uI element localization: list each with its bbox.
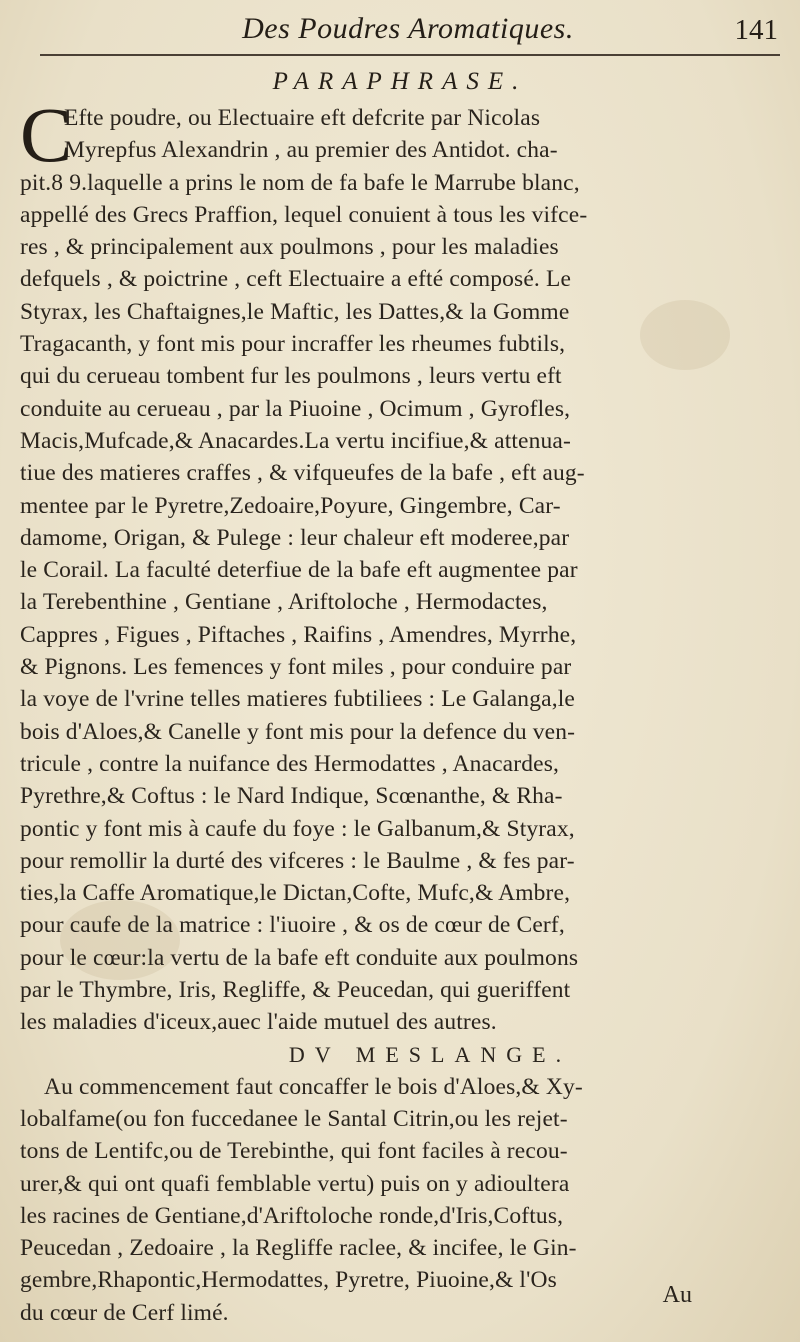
text-line: Cappres , Figues , Piftaches , Raifins , Amendres, Myrrhe, bbox=[20, 621, 577, 648]
text-line: pour le cœur:la vertu de la bafe eft conduite aux poulmons bbox=[20, 944, 579, 971]
text-line: res , & principalement aux poulmons , pour les maladies bbox=[20, 234, 559, 261]
text-line: pour caufe de la matrice : l'iuoire , & os de cœur de Cerf, bbox=[20, 912, 565, 939]
text-line: mentee par le Pyretre,Zedoaire,Poyure, Gingembre, Car- bbox=[20, 492, 561, 519]
text-line: lobalfame(ou fon fuccedanee le Santal Citrin,ou les rejet- bbox=[20, 1105, 568, 1132]
text-line: pour remollir la durté des vifceres : le Baulme , & fes par- bbox=[20, 847, 575, 874]
subheading-du-meslange: DV MESLANGE. bbox=[288, 1041, 572, 1067]
text-line: Pyrethre,& Coftus : le Nard Indique, Scœnanthe, & Rha- bbox=[20, 783, 563, 810]
text-line: ties,la Caffe Aromatique,le Dictan,Cofte, Mufc,& Ambre, bbox=[20, 880, 571, 907]
text-line: par le Thymbre, Iris, Regliffe, & Peucedan, qui gueriffent bbox=[20, 977, 571, 1004]
text-body bbox=[20, 91, 780, 1329]
text-line: Myrepfus Alexandrin , au premier des Antidot. cha- bbox=[64, 137, 558, 164]
text-line: Au commencement faut concaffer le bois d'Aloes,& Xy- bbox=[44, 1073, 583, 1100]
page-number: 141 bbox=[734, 14, 778, 46]
text-line: du cœur de Cerf limé. bbox=[20, 1299, 229, 1326]
text-line: qui du cerueau tombent fur les poulmons , leurs vertu eft bbox=[20, 363, 562, 390]
text-line: defquels , & poictrine , ceft Electuaire a efté composé. Le bbox=[20, 266, 572, 293]
text-line: pit.8 9.laquelle a prins le nom de fa bafe le Marrube blanc, bbox=[20, 169, 580, 196]
text-line: urer,& qui ont quafi femblable vertu) puis on y adioultera bbox=[20, 1170, 570, 1197]
text-line: tons de Lentifc,ou de Terebinthe, qui font faciles à recou- bbox=[20, 1138, 568, 1165]
text-line: tiue des matieres craffes , & vifqueufes de la bafe , eft aug- bbox=[20, 460, 585, 487]
running-head: Des Poudres Aromatiques. bbox=[242, 12, 574, 45]
text-line: gembre,Rhapontic,Hermodattes, Pyretre, Piuoine,& l'Os bbox=[20, 1267, 557, 1294]
text-line: les racines de Gentiane,d'Ariftoloche ronde,d'Iris,Coftus, bbox=[20, 1202, 564, 1229]
header-rule bbox=[40, 54, 780, 56]
page-header bbox=[38, 10, 778, 52]
text-line: Efte poudre, ou Electuaire eft defcrite par Nicolas bbox=[64, 105, 541, 131]
paragraph-paraphrase bbox=[20, 102, 780, 1039]
text-line: Macis,Mufcade,& Anacardes.La vertu incifiue,& attenua- bbox=[20, 427, 571, 454]
text-line: la Terebenthine , Gentiane , Ariftoloche , Hermodactes, bbox=[20, 589, 548, 616]
text-line: appellé des Grecs Praffion, lequel conuient à tous les vifce- bbox=[20, 201, 588, 228]
text-line: la voye de l'vrine telles matieres fubtiliees : Le Galanga,le bbox=[20, 686, 575, 713]
text-line: tricule , contre la nuifance des Hermodattes , Anacardes, bbox=[20, 750, 560, 777]
text-line: & Pignons. Les femences y font miles , pour conduire par bbox=[20, 654, 572, 681]
text-line: Styrax, les Chaftaignes,le Maftic, les Dattes,& la Gomme bbox=[20, 298, 570, 325]
text-line: le Corail. La faculté deterfiue de la bafe eft augmentee par bbox=[20, 557, 578, 584]
drop-cap: C bbox=[20, 91, 73, 178]
catchword: Au bbox=[662, 1282, 692, 1308]
text-line: damome, Origan, & Pulege : leur chaleur eft moderee,par bbox=[20, 524, 570, 551]
text-line: Peucedan , Zedoaire , la Regliffe raclee, & incifee, le Gin- bbox=[20, 1235, 577, 1262]
text-line: les maladies d'iceux,auec l'aide mutuel des autres. bbox=[20, 1009, 497, 1036]
text-line: conduite au cerueau , par la Piuoine , Ocimum , Gyrofles, bbox=[20, 395, 571, 422]
text-line: bois d'Aloes,& Canelle y font mis pour la defence du ven- bbox=[20, 718, 576, 745]
text-line: pontic y font mis à caufe du foye : le Galbanum,& Styrax, bbox=[20, 815, 575, 842]
text-line: Tragacanth, y font mis pour incraffer les rheumes fubtils, bbox=[20, 331, 566, 358]
section-title: PARAPHRASE. bbox=[272, 68, 528, 95]
